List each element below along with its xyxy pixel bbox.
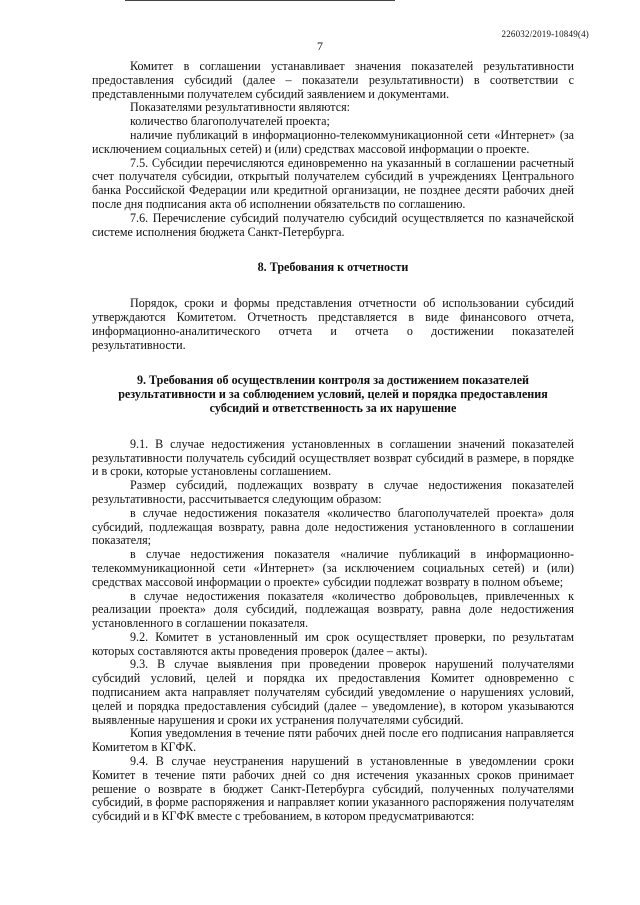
- paragraph: Размер субсидий, подлежащих возврату в случае недостижения показателей результативности, рассчитывается следующим образом:: [92, 478, 574, 506]
- paragraph: Порядок, сроки и формы представления отчетности об использовании субсидий утверждаются Комитетом. Отчетность представляется в виде финансового отчета, информационно-аналитического отчета и отчета о достижении показателей результативности.: [92, 296, 574, 352]
- paragraph: 9.4. В случае неустранения нарушений в установленные в уведомлении сроки Комитет в течение пяти рабочих дней со дня истечения указанных сроков принимает решение о возврате в бюджет Санкт-Петербурга субсидий, полученных получателями субсидий, в форме распоряжения и направляет копии указанного распоряжения получателям субсидий и в КГФК вместе с требованием, в котором предусматриваются:: [92, 754, 574, 824]
- top-scan-line: [125, 0, 395, 4]
- paragraph: наличие публикаций в информационно-телекоммуникационной сети «Интернет» (за исключением социальных сетей) и (или) средствах массовой информации о проекте.: [92, 127, 574, 156]
- page-body: [92, 60, 574, 824]
- paragraph: Копия уведомления в течение пяти рабочих дней после его подписания направляется Комитетом в КГФК.: [92, 726, 574, 755]
- paragraph: в случае недостижения показателя «количество добровольцев, привлеченных к реализации проекта» доля субсидий, подлежащая возврату, равна доле недостижения установленного в соглашении показателя.: [92, 588, 574, 631]
- paragraph: количество благополучателей проекта;: [130, 114, 330, 129]
- paragraph: 9.3. В случае выявления при проведении проверок нарушений получателями субсидий условий, целей и порядка их предоставления Комитет одновременно с подписанием акта направляет получателям субсидий уведомление о нарушениях условий, целей и порядка предоставления субсидий (далее – уведомление), в котором указываются выявленные нарушения и сроки их устранения получателями субсидий.: [92, 657, 574, 727]
- section-9-title-line: субсидий и ответственность за их нарушение: [209, 400, 457, 415]
- paragraph: 7.6. Перечисление субсидий получателю субсидий осуществляется по казначейской системе исполнения бюджета Санкт-Петербурга.: [92, 210, 574, 239]
- paragraph: Показателями результативности являются:: [130, 100, 350, 115]
- paragraph: в случае недостижения показателя «количество благополучателей проекта» доля субсидий, подлежащая возврату, равна доле недостижения установленного в соглашении показателя;: [92, 505, 574, 548]
- section-8-title: 8. Требования к отчетности: [257, 260, 409, 275]
- paragraph: Комитет в соглашении устанавливает значения показателей результативности предоставления субсидий (далее – показатели результативности) в соответствии с представленными получателем субсидий заявлением и документами.: [92, 59, 574, 101]
- document-number: 226032/2019-10849(4): [501, 29, 589, 39]
- paragraph: в случае недостижения показателя «наличие публикаций в информационно-телекоммуникационной сети «Интернет» (за исключением социальных сетей) и (или) средствах массовой информации о проекте» субсидии подлежат возврату в полном объеме;: [92, 547, 574, 589]
- paragraph: 7.5. Субсидии перечисляются единовременно на указанный в соглашении расчетный счет получателя субсидии, открытый получателем субсидий в учреждениях Центрального банка Российской Федерации или кредитной организации, не позднее десяти рабочих дней после дня подписания акта об исполнении обязательств по соглашению.: [92, 155, 574, 211]
- paragraph: 9.2. Комитет в установленный им срок осуществляет проверки, по результатам которых составляются акты проведения проверок (далее – акты).: [92, 629, 574, 658]
- paragraph: 9.1. В случае недостижения установленных в соглашении значений показателей результативности получатель субсидий осуществляет возврат субсидий в размере, в порядке и в сроки, которые установлены соглашением.: [92, 436, 574, 479]
- section-9-title-line: 9. Требования об осуществлении контроля за достижением показателей: [136, 373, 530, 388]
- section-9-title-line: результативности и за соблюдением условий, целей и порядка предоставления: [118, 387, 548, 402]
- page-number: 7: [317, 39, 323, 53]
